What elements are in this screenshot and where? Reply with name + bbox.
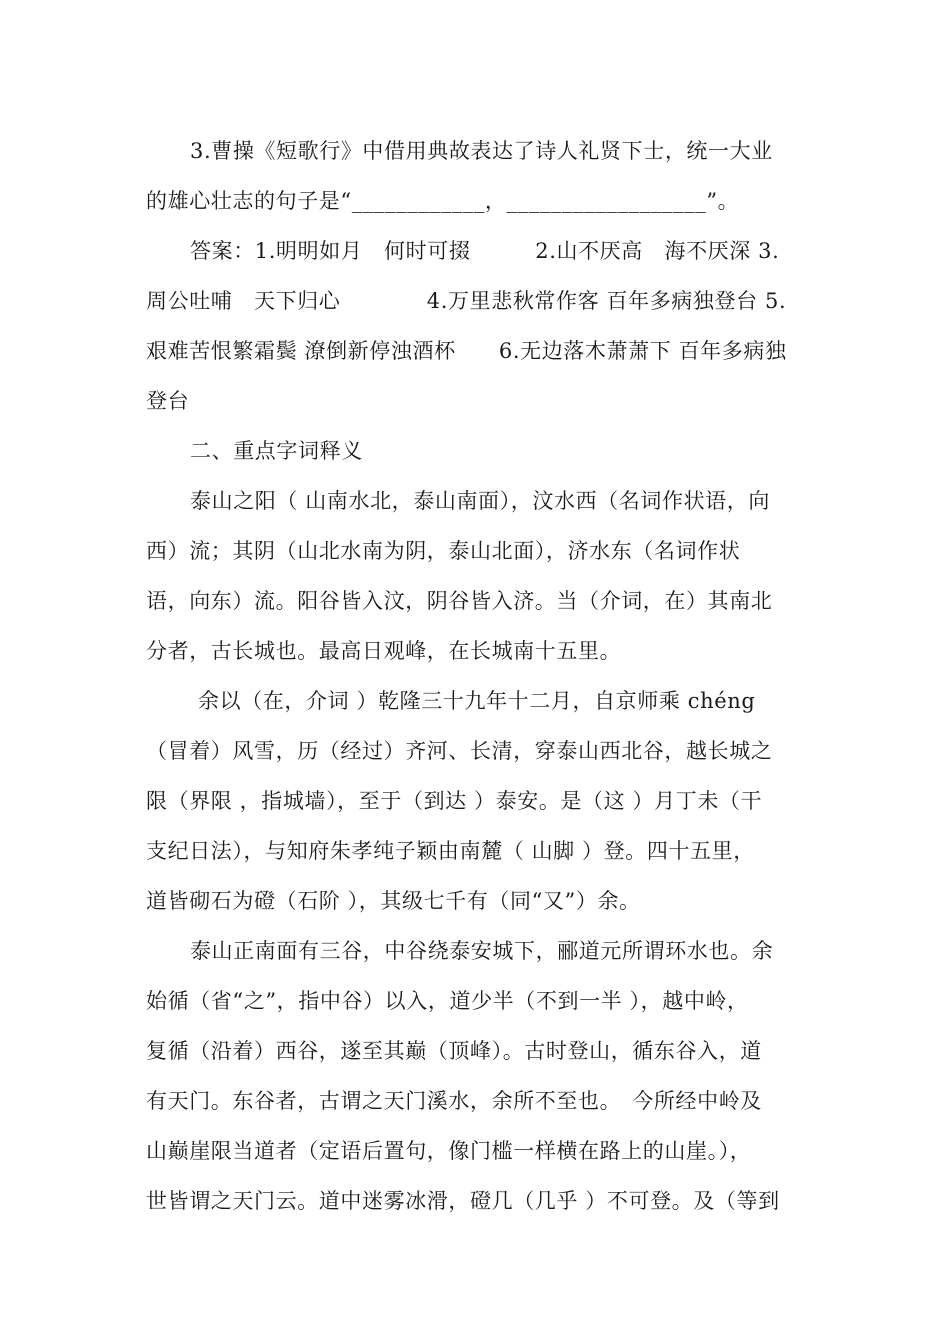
answer-line: 登台: [146, 389, 190, 413]
section-heading: 二、重点字词释义: [190, 439, 363, 463]
paragraph-line: 支纪日法），与知府朱孝纯子颖由南麓（ 山脚 ）登。四十五里，: [146, 839, 755, 863]
paragraph-line: （冒着）风雪，历（经过）齐河、长清，穿泰山西北谷，越长城之: [146, 739, 773, 763]
paragraph-line: 山巅崖限当道者（定语后置句，像门槛一样横在路上的山崖。），: [146, 1139, 752, 1163]
paragraph-line: 泰山正南面有三谷，中谷绕泰安城下，郦道元所谓环水也。余: [190, 939, 774, 963]
paragraph-line: 世皆谓之天门云。道中迷雾冰滑，磴几（几乎 ）不可登。及（等到: [146, 1189, 780, 1213]
document-body: [146, 126, 806, 1226]
paragraph-line: 泰山之阳（ 山南水北，泰山南面），汶水西（名词作状语，向: [190, 489, 770, 513]
paragraph-line: 限（界限 ，指城墙），至于（到达 ）泰安。是（这 ）月丁未（干: [146, 789, 763, 813]
paragraph-line: 分者，古长城也。最高日观峰，在长城南十五里。: [146, 639, 622, 663]
paragraph-line: 始循（省“之”，指中谷）以入，道少半（不到一半 ），越中岭，: [146, 989, 749, 1013]
answer-line: 答案：1.明明如月 何时可掇 2.山不厌高 海不厌深 3.: [190, 239, 780, 263]
paragraph-line: 西）流；其阴（山北水南为阴，泰山北面），济水东（名词作状: [146, 539, 741, 563]
answer-line: 艰难苦恨繁霜鬓 潦倒新停浊酒杯 6.无边落木萧萧下 百年多病独: [146, 339, 787, 363]
paragraph-line: 语，向东）流。阳谷皆入汶，阴谷皆入济。当（介词，在）其南北: [146, 589, 773, 613]
paragraph-line: 3.曹操《短歌行》中借用典故表达了诗人礼贤下士，统一大业: [190, 139, 773, 163]
paragraph-line: 余以（在，介词 ）乾隆三十九年十二月，自京师乘 chéng: [198, 689, 756, 713]
paragraph-line: 道皆砌石为磴（石阶 ），其级七千有（同“又”）余。: [146, 889, 641, 913]
paragraph-line: 的雄心壮志的句子是“____________，__________________”。: [146, 189, 740, 213]
paragraph-line: 复循（沿着）西谷，遂至其巅（顶峰）。古时登山，循东谷入，道: [146, 1039, 762, 1063]
paragraph-line: 有天门。东谷者，古谓之天门溪水，余所不至也。 今所经中岭及: [146, 1089, 762, 1113]
answer-line: 周公吐哺 天下归心 4.万里悲秋常作客 百年多病独登台 5.: [146, 289, 787, 313]
